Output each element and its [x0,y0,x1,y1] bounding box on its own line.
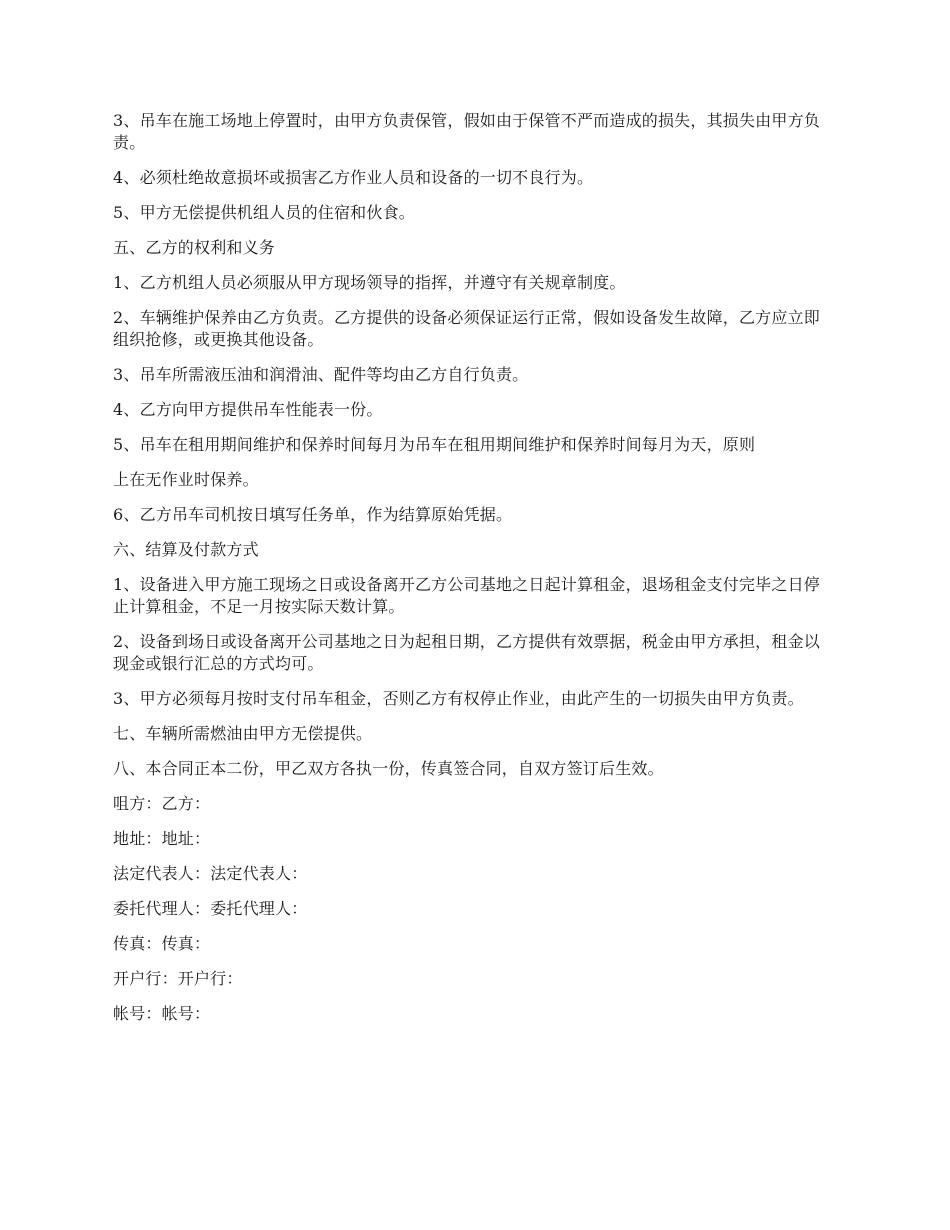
clause-6-2: 2、设备到场日或设备离开公司基地之日为起租日期，乙方提供有效票据，税金由甲方承担，租金以现金或银行汇总的方式均可。 [113,632,820,673]
signature-bank: 开户行：开户行： [113,969,243,988]
document-body [113,110,835,1038]
clause-5-3: 3、吊车所需液压油和润滑油、配件等均由乙方自行负责。 [113,365,529,384]
signature-agent: 委托代理人：委托代理人： [113,899,308,918]
clause-5-4: 4、乙方向甲方提供吊车性能表一份。 [113,400,383,419]
clause-5-5: 5、吊车在租用期间维护和保养时间每月为吊车在租用期间维护和保养时间每月为天，原则 [113,435,756,454]
clause-4-3: 3、吊车在施工场地上停置时，由甲方负责保管，假如由于保管不严而造成的损失，其损失由甲方负责。 [113,111,820,152]
signature-account: 帐号：帐号： [113,1004,211,1023]
clause-4-5: 5、甲方无偿提供机组人员的住宿和伙食。 [113,203,415,222]
section-8: 八、本合同正本二份，甲乙双方各执一份，传真签合同，自双方签订后生效。 [113,759,664,778]
clause-5-2: 2、车辆维护保养由乙方负责。乙方提供的设备必须保证运行正常，假如设备发生故障，乙方应立即组织抢修，或更换其他设备。 [113,308,820,349]
section-heading-6: 六、结算及付款方式 [113,540,259,559]
section-7: 七、车辆所需燃油由甲方无偿提供。 [113,724,373,743]
clause-5-5-continued: 上在无作业时保养。 [113,470,259,489]
clause-5-6: 6、乙方吊车司机按日填写任务单，作为结算原始凭据。 [113,505,513,524]
signature-fax: 传真：传真： [113,934,211,953]
signature-party: 咀方：乙方： [113,794,211,813]
section-heading-5: 五、乙方的权利和义务 [113,238,276,257]
clause-5-1: 1、乙方机组人员必须服从甲方现场领导的指挥，并遵守有关规章制度。 [113,273,626,292]
clause-6-1: 1、设备进入甲方施工现场之日或设备离开乙方公司基地之日起计算租金，退场租金支付完毕之日停止计算租金，不足一月按实际天数计算。 [113,575,820,616]
signature-legal-rep: 法定代表人：法定代表人： [113,864,308,883]
signature-address: 地址：地址： [113,829,211,848]
clause-4-4: 4、必须杜绝故意损坏或损害乙方作业人员和设备的一切不良行为。 [113,168,594,187]
clause-6-3: 3、甲方必须每月按时支付吊车租金，否则乙方有权停止作业，由此产生的一切损失由甲方负责。 [113,689,804,708]
